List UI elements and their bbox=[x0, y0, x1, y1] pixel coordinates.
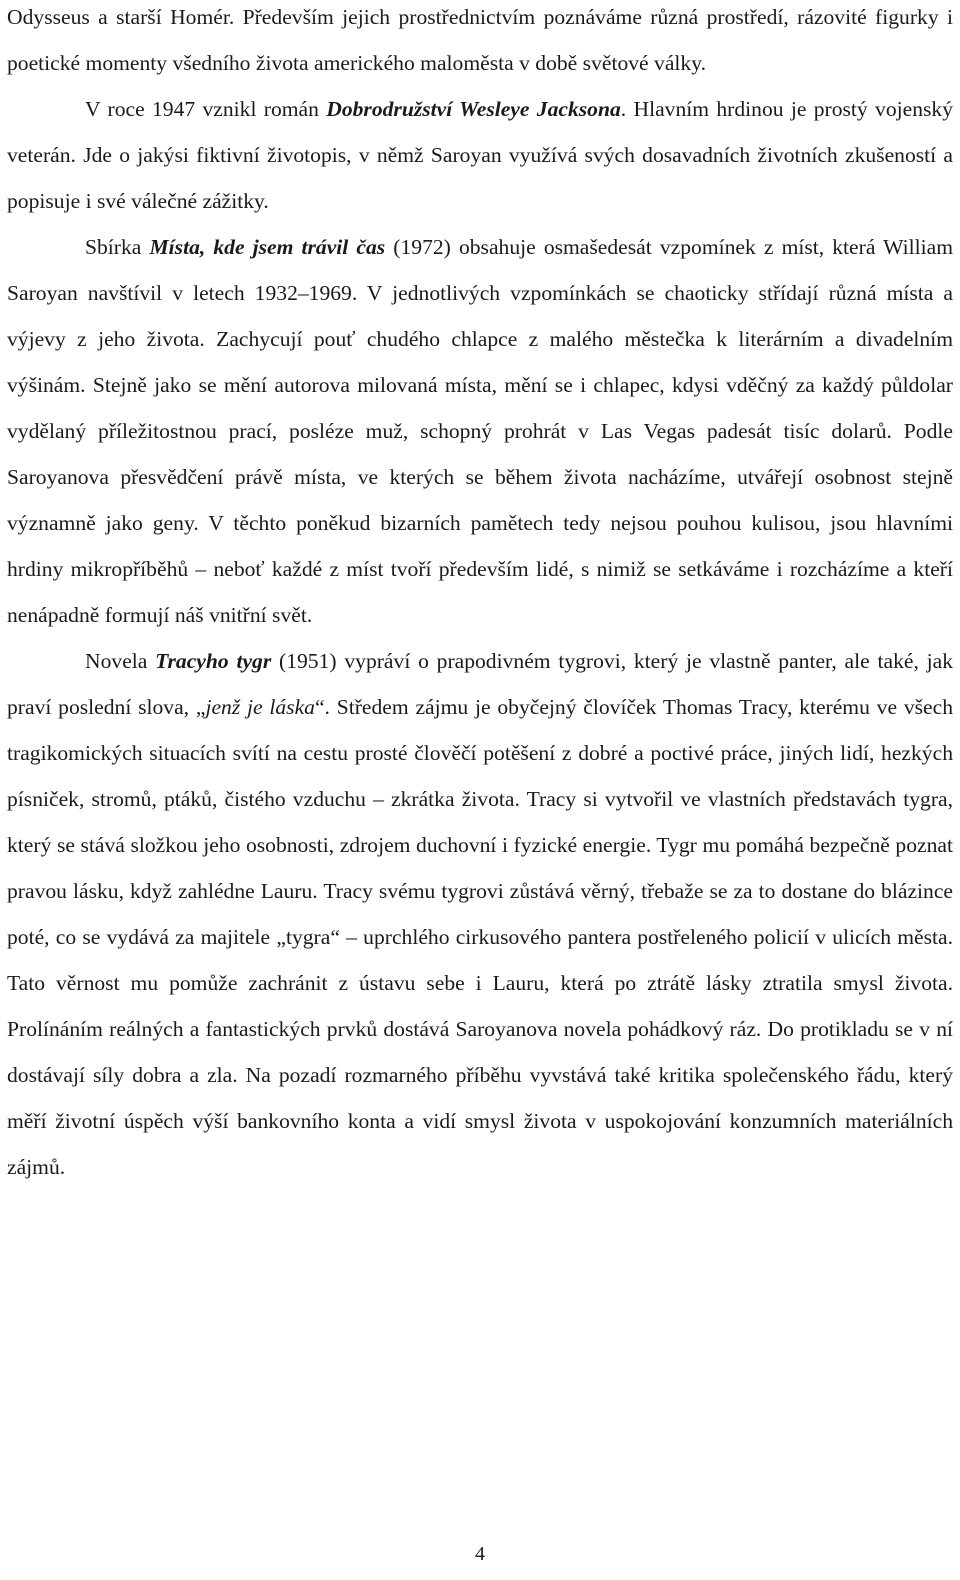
paragraph-4-text-c: “. Středem zájmu je obyčejný človíček Thomas Tracy, kterému ve všech tragikomických situacích svítí na cestu prosté člověčí potěšení z dobré a poctivé práce, jiných lidí, hezkých písniček, stromů, ptáků, čistého vzduchu – zkrátka života. Tracy si vytvořil ve vlastních představách tygra, který se stává složkou jeho osobnosti, zdrojem duchovní i fyzické energie. Tygr mu pomáhá bezpečně poznat pravou lásku, když zahlédne Lauru. Tracy svému tygrovi zůstává věrný, třebaže se za to dostane do blázince poté, co se vydává za majitele „tygra“ – uprchlého cirkusového pantera postřeleného policií v ulicích města. Tato věrnost mu pomůže zachránit z ústavu sebe i Lauru, která po ztrátě lásky ztratila smysl života. Prolínáním reálných a fantastických prvků dostává Saroyanova novela pohádkový ráz. Do protikladu se v ní dostávají síly dobra a zla. Na pozadí rozmarného příběhu vyvstává také kritika společenského řádu, který měří životní úspěch výší bankovního konta a vidí smysl života v uspokojování konzumních materiálních zájmů. bbox=[7, 695, 953, 1179]
novella-title-tracyho-tygr: Tracyho tygr bbox=[155, 649, 272, 673]
page-number: 4 bbox=[475, 1543, 485, 1565]
paragraph-2-text-b: . Hlavním hrdinou je prostý vojenský veterán. Jde o jakýsi fiktivní životopis, v němž Saroyan využívá svých dosavadních životních zkušeností a popisuje i své válečné zážitky. bbox=[7, 97, 953, 213]
paragraph-4-text-b: (1951) vypráví o prapodivném tygrovi, který je vlastně panter, ale také, jak praví poslední slova, „ bbox=[7, 649, 953, 719]
paragraph-3-text-b: (1972) obsahuje osmašedesát vzpomínek z míst, která William Saroyan navštívil v letech 1932–1969. V jednotlivých vzpomínkách se chaoticky střídají různá místa a výjevy z jeho života. Zachycují pouť chudého chlapce z malého městečka k literárním a divadelním výšinám. Stejně jako se mění autorova milovaná místa, mění se i chlapec, kdysi vděčný za každý půldolar vydělaný příležitostnou prací, posléze muž, schopný prohrát v Las Vegas padesát tisíc dolarů. Podle Saroyanova přesvědčení právě místa, ve kterých se během života nacházíme, utvářejí osobnost stejně významně jako geny. V těchto poněkud bizarních pamětech tedy nejsou pouhou kulisou, jsou hlavními hrdiny mikropříběhů – neboť každé z míst tvoří především lidé, s nimiž se setkáváme i rozcházíme a kteří nenápadně formují náš vnitřní svět. bbox=[7, 235, 954, 627]
paragraph-4-text-a: Novela bbox=[85, 649, 156, 673]
document-page bbox=[7, 0, 953, 1190]
paragraph-4 bbox=[7, 638, 953, 1190]
paragraph-3 bbox=[7, 224, 953, 638]
novel-title-wesley-jackson: Dobrodružství Wesleye Jacksona bbox=[326, 97, 621, 121]
paragraph-2 bbox=[7, 86, 953, 224]
paragraph-1-text: Odysseus a starší Homér. Především jejich prostřednictvím poznáváme různá prostředí, rázovité figurky i poetické momenty všedního života amerického maloměsta v době světové války. bbox=[7, 5, 953, 75]
book-title-mista: Místa, kde jsem trávil čas bbox=[149, 235, 386, 259]
paragraph-2-text-a: V roce 1947 vznikl román bbox=[85, 97, 327, 121]
quote-jenz-je-laska: jenž je láska bbox=[205, 695, 315, 719]
paragraph-3-text-a: Sbírka bbox=[85, 235, 150, 259]
paragraph-1 bbox=[7, 0, 953, 86]
